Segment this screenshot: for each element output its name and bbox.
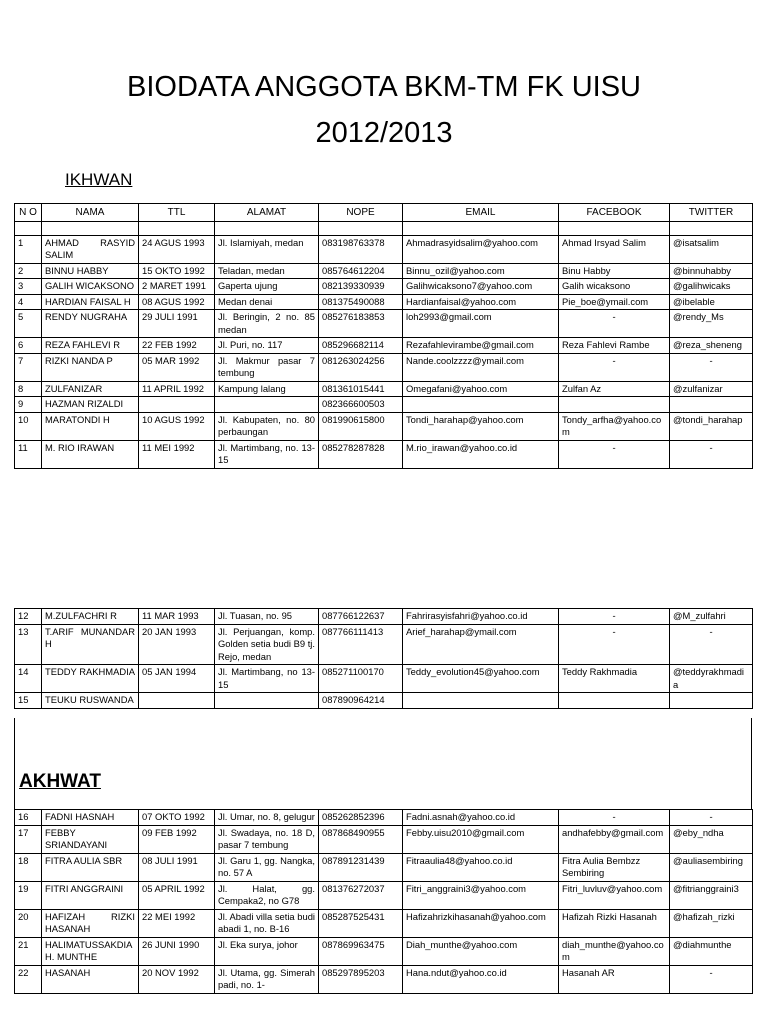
cell-nama: FEBBY SRIANDAYANI bbox=[42, 825, 139, 853]
cell-no: 7 bbox=[15, 353, 42, 381]
cell-no: 18 bbox=[15, 853, 42, 881]
cell-twitter: @isatsalim bbox=[670, 235, 753, 263]
cell-nama: RENDY NUGRAHA bbox=[42, 310, 139, 338]
table-row bbox=[15, 440, 753, 468]
header-nama: NAMA bbox=[42, 204, 139, 222]
cell-alamat: Jl. Martimbang, no. 13-15 bbox=[215, 440, 319, 468]
cell-facebook: Fitra Aulia Bembzz Sembiring bbox=[559, 853, 670, 881]
cell-nope: 081376272037 bbox=[319, 881, 403, 909]
cell-alamat: Jl. Tuasan, no. 95 bbox=[215, 609, 319, 625]
header-nope: NOPE bbox=[319, 204, 403, 222]
header-email: EMAIL bbox=[403, 204, 559, 222]
cell-twitter: @fitrianggraini3 bbox=[670, 881, 753, 909]
cell-alamat: Jl. Martimbang, no 13-15 bbox=[215, 665, 319, 693]
cell-ttl: 05 MAR 1992 bbox=[139, 353, 215, 381]
cell-twitter: @zulfanizar bbox=[670, 381, 753, 397]
header-twitter: TWITTER bbox=[670, 204, 753, 222]
akhwat-table-body bbox=[15, 810, 753, 994]
cell-facebook: - bbox=[559, 310, 670, 338]
cell-email: Binnu_ozil@yahoo.com bbox=[403, 263, 559, 279]
cell-email: Tondi_harahap@yahoo.com bbox=[403, 412, 559, 440]
cell-nope: 085271100170 bbox=[319, 665, 403, 693]
cell-ttl bbox=[139, 397, 215, 413]
cell-nama: FITRI ANGGRAINI bbox=[42, 881, 139, 909]
cell-nope: 087890964214 bbox=[319, 693, 403, 709]
cell-no: 8 bbox=[15, 381, 42, 397]
cell-alamat: Kampung lalang bbox=[215, 381, 319, 397]
cell-ttl: 07 OKTO 1992 bbox=[139, 810, 215, 826]
ikhwan-table-continued bbox=[14, 608, 753, 709]
cell-ttl: 22 MEI 1992 bbox=[139, 909, 215, 937]
cell-ttl: 11 MEI 1992 bbox=[139, 440, 215, 468]
cell-facebook: Binu Habby bbox=[559, 263, 670, 279]
cell-email: Diah_munthe@yahoo.com bbox=[403, 937, 559, 965]
cell-nama: HAZMAN RIZALDI bbox=[42, 397, 139, 413]
cell-nope: 085276183853 bbox=[319, 310, 403, 338]
cell-nope: 081375490088 bbox=[319, 294, 403, 310]
cell-email: Fahrirasyisfahri@yahoo.co.id bbox=[403, 609, 559, 625]
cell-ttl: 22 FEB 1992 bbox=[139, 338, 215, 354]
cell-twitter: - bbox=[670, 353, 753, 381]
cell-alamat: Teladan, medan bbox=[215, 263, 319, 279]
cell-nope: 085278287828 bbox=[319, 440, 403, 468]
cell-twitter: - bbox=[670, 440, 753, 468]
cell-twitter bbox=[670, 693, 753, 709]
cell-email: Fitraaulia48@yahoo.co.id bbox=[403, 853, 559, 881]
cell-alamat: Jl. Makmur pasar 7 tembung bbox=[215, 353, 319, 381]
cell-ttl: 05 APRIL 1992 bbox=[139, 881, 215, 909]
cell-twitter: @eby_ndha bbox=[670, 825, 753, 853]
cell-ttl: 15 OKTO 1992 bbox=[139, 263, 215, 279]
cell-alamat: Medan denai bbox=[215, 294, 319, 310]
cell-nope: 087869963475 bbox=[319, 937, 403, 965]
ikhwan-table-body bbox=[15, 235, 753, 468]
cell-nama: FADNI HASNAH bbox=[42, 810, 139, 826]
header-alamat: ALAMAT bbox=[215, 204, 319, 222]
header-ttl: TTL bbox=[139, 204, 215, 222]
table-row bbox=[15, 353, 753, 381]
cell-nama: T.ARIF MUNANDAR H bbox=[42, 624, 139, 665]
empty-row bbox=[15, 221, 753, 235]
table-row bbox=[15, 909, 753, 937]
cell-ttl: 29 JULI 1991 bbox=[139, 310, 215, 338]
cell-no: 2 bbox=[15, 263, 42, 279]
cell-no: 15 bbox=[15, 693, 42, 709]
cell-no: 12 bbox=[15, 609, 42, 625]
cell-no: 5 bbox=[15, 310, 42, 338]
table-row bbox=[15, 279, 753, 295]
cell-facebook: Reza Fahlevi Rambe bbox=[559, 338, 670, 354]
table-row bbox=[15, 693, 753, 709]
cell-ttl: 24 AGUS 1993 bbox=[139, 235, 215, 263]
cell-twitter: - bbox=[670, 624, 753, 665]
cell-no: 4 bbox=[15, 294, 42, 310]
cell-nope: 085262852396 bbox=[319, 810, 403, 826]
cell-ttl: 26 JUNI 1990 bbox=[139, 937, 215, 965]
cell-twitter: - bbox=[670, 965, 753, 993]
cell-alamat: Gaperta ujung bbox=[215, 279, 319, 295]
table-row bbox=[15, 825, 753, 853]
cell-alamat: Jl. Puri, no. 117 bbox=[215, 338, 319, 354]
cell-alamat bbox=[215, 693, 319, 709]
cell-no: 19 bbox=[15, 881, 42, 909]
cell-email: Nande.coolzzzz@ymail.com bbox=[403, 353, 559, 381]
cell-email: Omegafani@yahoo.com bbox=[403, 381, 559, 397]
table-row bbox=[15, 412, 753, 440]
cell-alamat bbox=[215, 397, 319, 413]
cell-alamat: Jl. Islamiyah, medan bbox=[215, 235, 319, 263]
cell-no: 17 bbox=[15, 825, 42, 853]
cell-ttl: 05 JAN 1994 bbox=[139, 665, 215, 693]
cell-email: Arief_harahap@ymail.com bbox=[403, 624, 559, 665]
cell-twitter: @ibelable bbox=[670, 294, 753, 310]
cell-ttl: 2 MARET 1991 bbox=[139, 279, 215, 295]
cell-nama: MARATONDI H bbox=[42, 412, 139, 440]
cell-twitter: @teddyrakhmadia bbox=[670, 665, 753, 693]
cell-twitter: @tondi_harahap bbox=[670, 412, 753, 440]
cell-email: Fadni.asnah@yahoo.co.id bbox=[403, 810, 559, 826]
cell-ttl: 11 MAR 1993 bbox=[139, 609, 215, 625]
cell-email bbox=[403, 693, 559, 709]
cell-no: 22 bbox=[15, 965, 42, 993]
table-row bbox=[15, 294, 753, 310]
table-blank-row bbox=[14, 718, 752, 810]
cell-nama: TEUKU RUSWANDA bbox=[42, 693, 139, 709]
cell-nope: 087868490955 bbox=[319, 825, 403, 853]
cell-alamat: Jl. Abadi villa setia budi abadi 1, no. B-16 bbox=[215, 909, 319, 937]
table-header-row bbox=[15, 204, 753, 222]
page-title: BIODATA ANGGOTA BKM-TM FK UISU bbox=[127, 71, 641, 103]
cell-nope: 082139330939 bbox=[319, 279, 403, 295]
cell-twitter: @binnuhabby bbox=[670, 263, 753, 279]
cell-no: 13 bbox=[15, 624, 42, 665]
table-row bbox=[15, 881, 753, 909]
cell-no: 11 bbox=[15, 440, 42, 468]
ikhwan-table bbox=[14, 203, 753, 469]
cell-facebook: Fitri_luvluv@yahoo.com bbox=[559, 881, 670, 909]
cell-no: 9 bbox=[15, 397, 42, 413]
cell-no: 20 bbox=[15, 909, 42, 937]
page-subtitle-year: 2012/2013 bbox=[315, 117, 453, 149]
section-heading-ikhwan: IKHWAN bbox=[65, 170, 133, 189]
cell-nama: REZA FAHLEVI R bbox=[42, 338, 139, 354]
cell-facebook: Galih wicaksono bbox=[559, 279, 670, 295]
table-row bbox=[15, 624, 753, 665]
cell-nope: 085287525431 bbox=[319, 909, 403, 937]
cell-facebook: Ahmad Irsyad Salim bbox=[559, 235, 670, 263]
cell-facebook: Hafizah Rizki Hasanah bbox=[559, 909, 670, 937]
section-heading-akhwat: AKHWAT bbox=[19, 771, 101, 792]
cell-facebook: - bbox=[559, 440, 670, 468]
cell-email: Hafizahrizkihasanah@yahoo.com bbox=[403, 909, 559, 937]
cell-facebook: diah_munthe@yahoo.com bbox=[559, 937, 670, 965]
cell-nope: 082366600503 bbox=[319, 397, 403, 413]
table-row bbox=[15, 263, 753, 279]
cell-facebook bbox=[559, 693, 670, 709]
cell-twitter bbox=[670, 397, 753, 413]
cell-email: Hardianfaisal@yahoo.com bbox=[403, 294, 559, 310]
cell-twitter: @hafizah_rizki bbox=[670, 909, 753, 937]
cell-twitter: @diahmunthe bbox=[670, 937, 753, 965]
cell-no: 14 bbox=[15, 665, 42, 693]
cell-no: 6 bbox=[15, 338, 42, 354]
cell-nama: RIZKI NANDA P bbox=[42, 353, 139, 381]
cell-facebook: Pie_boe@ymail.com bbox=[559, 294, 670, 310]
cell-nama: GALIH WICAKSONO bbox=[42, 279, 139, 295]
cell-nope: 087891231439 bbox=[319, 853, 403, 881]
cell-nope: 081990615800 bbox=[319, 412, 403, 440]
cell-email bbox=[403, 397, 559, 413]
cell-email: Ahmadrasyidsalim@yahoo.com bbox=[403, 235, 559, 263]
header-facebook: FACEBOOK bbox=[559, 204, 670, 222]
cell-nope: 087766111413 bbox=[319, 624, 403, 665]
table-row bbox=[15, 609, 753, 625]
cell-alamat: Jl. Swadaya, no. 18 D, pasar 7 tembung bbox=[215, 825, 319, 853]
cell-twitter: - bbox=[670, 810, 753, 826]
table-row bbox=[15, 338, 753, 354]
table-row bbox=[15, 853, 753, 881]
cell-no: 3 bbox=[15, 279, 42, 295]
cell-no: 16 bbox=[15, 810, 42, 826]
table-row bbox=[15, 397, 753, 413]
cell-nama: AHMAD RASYID SALIM bbox=[42, 235, 139, 263]
cell-nama: HALIMATUSSAKDIAH. MUNTHE bbox=[42, 937, 139, 965]
cell-twitter: @reza_sheneng bbox=[670, 338, 753, 354]
cell-nope: 081263024256 bbox=[319, 353, 403, 381]
cell-alamat: Jl. Eka surya, johor bbox=[215, 937, 319, 965]
cell-no: 1 bbox=[15, 235, 42, 263]
cell-twitter: @M_zulfahri bbox=[670, 609, 753, 625]
cell-facebook: Tondy_arfha@yahoo.com bbox=[559, 412, 670, 440]
cell-twitter: @galihwicaks bbox=[670, 279, 753, 295]
table-row bbox=[15, 235, 753, 263]
cell-nope: 085764612204 bbox=[319, 263, 403, 279]
cell-nope: 081361015441 bbox=[319, 381, 403, 397]
cell-email: Fitri_anggraini3@yahoo.com bbox=[403, 881, 559, 909]
cell-alamat: Jl. Utama, gg. Simerah padi, no. 1- bbox=[215, 965, 319, 993]
cell-no: 21 bbox=[15, 937, 42, 965]
cell-nama: HAFIZAH RIZKI HASANAH bbox=[42, 909, 139, 937]
cell-facebook: Zulfan Az bbox=[559, 381, 670, 397]
cell-ttl: 10 AGUS 1992 bbox=[139, 412, 215, 440]
cell-facebook: - bbox=[559, 810, 670, 826]
table-row bbox=[15, 310, 753, 338]
cell-ttl: 09 FEB 1992 bbox=[139, 825, 215, 853]
cell-alamat: Jl. Perjuangan, komp. Golden setia budi B9 tj. Rejo, medan bbox=[215, 624, 319, 665]
cell-nama: ZULFANIZAR bbox=[42, 381, 139, 397]
cell-ttl: 08 AGUS 1992 bbox=[139, 294, 215, 310]
cell-alamat: Jl. Garu 1, gg. Nangka, no. 57 A bbox=[215, 853, 319, 881]
cell-ttl: 20 JAN 1993 bbox=[139, 624, 215, 665]
table-row bbox=[15, 965, 753, 993]
cell-nama: BINNU HABBY bbox=[42, 263, 139, 279]
cell-nama: M.ZULFACHRI R bbox=[42, 609, 139, 625]
cell-nama: TEDDY RAKHMADIA bbox=[42, 665, 139, 693]
cell-facebook: - bbox=[559, 609, 670, 625]
cell-facebook: - bbox=[559, 624, 670, 665]
cell-nama: HASANAH bbox=[42, 965, 139, 993]
table-row bbox=[15, 810, 753, 826]
cell-email: loh2993@gmail.com bbox=[403, 310, 559, 338]
cell-twitter: @rendy_Ms bbox=[670, 310, 753, 338]
cell-alamat: Jl. Kabupaten, no. 80 perbaungan bbox=[215, 412, 319, 440]
cell-nope: 087766122637 bbox=[319, 609, 403, 625]
akhwat-table bbox=[14, 809, 753, 994]
cell-email: Hana.ndut@yahoo.co.id bbox=[403, 965, 559, 993]
cell-email: Rezafahlevirambe@gmail.com bbox=[403, 338, 559, 354]
cell-alamat: Jl. Halat, gg. Cempaka2, no G78 bbox=[215, 881, 319, 909]
cell-nope: 085296682114 bbox=[319, 338, 403, 354]
ikhwan-table-continued-body bbox=[15, 609, 753, 709]
cell-ttl: 11 APRIL 1992 bbox=[139, 381, 215, 397]
cell-nama: HARDIAN FAISAL H bbox=[42, 294, 139, 310]
cell-facebook: andhafebby@gmail.com bbox=[559, 825, 670, 853]
cell-alamat: Jl. Umar, no. 8, gelugur bbox=[215, 810, 319, 826]
cell-email: Teddy_evolution45@yahoo.com bbox=[403, 665, 559, 693]
table-row bbox=[15, 937, 753, 965]
cell-alamat: Jl. Beringin, 2 no. 85 medan bbox=[215, 310, 319, 338]
cell-facebook: Teddy Rakhmadia bbox=[559, 665, 670, 693]
cell-ttl bbox=[139, 693, 215, 709]
cell-nope: 085297895203 bbox=[319, 965, 403, 993]
table-row bbox=[15, 665, 753, 693]
cell-ttl: 20 NOV 1992 bbox=[139, 965, 215, 993]
cell-facebook: Hasanah AR bbox=[559, 965, 670, 993]
cell-twitter: @auliasembiring bbox=[670, 853, 753, 881]
cell-email: Febby.uisu2010@gmail.com bbox=[403, 825, 559, 853]
cell-no: 10 bbox=[15, 412, 42, 440]
cell-nama: FITRA AULIA SBR bbox=[42, 853, 139, 881]
cell-nama: M. RIO IRAWAN bbox=[42, 440, 139, 468]
cell-email: Galihwicaksono7@yahoo.com bbox=[403, 279, 559, 295]
cell-email: M.rio_irawan@yahoo.co.id bbox=[403, 440, 559, 468]
table-row bbox=[15, 381, 753, 397]
cell-nope: 083198763378 bbox=[319, 235, 403, 263]
cell-facebook bbox=[559, 397, 670, 413]
header-no: N O bbox=[15, 204, 42, 222]
cell-ttl: 08 JULI 1991 bbox=[139, 853, 215, 881]
cell-facebook: - bbox=[559, 353, 670, 381]
